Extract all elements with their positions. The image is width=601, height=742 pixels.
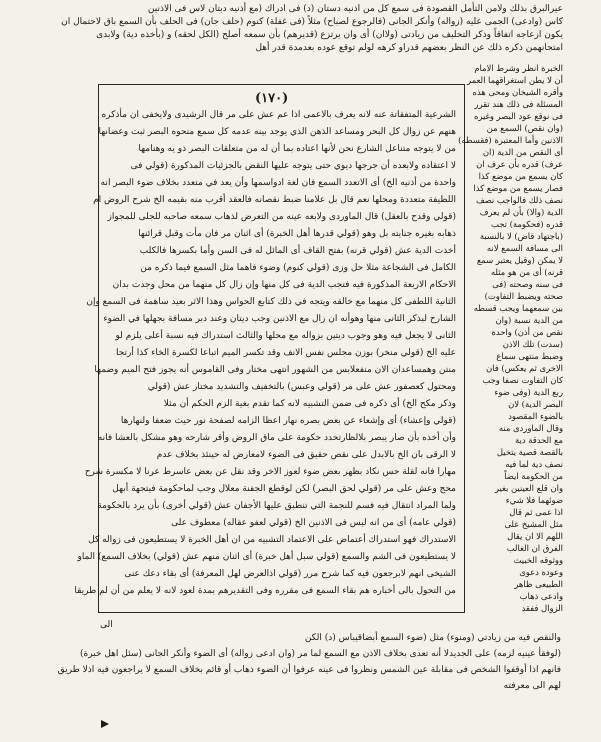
commentary-line: وأن أخذه بأن صار يبصر بلالظارتحدد حكومة على ماق الروض وأقر شارحه وهو مشكل بالعشا فانه [97, 433, 456, 443]
footer-line: والنقص فيه من زيادتي (ومنوء) مثل (ضوء السمع أبضاقيباس (د) الكن [304, 633, 561, 643]
commentary-line: الثانى لا يجعل فيه وهو وجوب ديتين بزواله مع محلها والثالث استدراك فيه نسبة أعلى يلزم لو [115, 331, 456, 341]
margin-line: من الدية نسبة (وان [495, 315, 563, 325]
footer-line: (لوفقأ عينيه لزمه) على الجديدلا أنه تعدى بخلاف الاذن مع السمع لما مر (وان ادعى زواله) أى الضوء وأنكر الجانى (سئل اهل خبرة) [80, 649, 561, 659]
margin-line: البصر الدية) لان [508, 399, 563, 409]
commentary-line: الكامل فى الشجاعة مثلا حل وزى (قولي كنوم) وضوء فاهما مثل السمع فيما ذكره من [140, 263, 456, 273]
margin-line: من الحكومة ايضاً [504, 471, 563, 481]
commentary-line: مهارا فانه لقلة حس نكاد بظهر بعض ضوء لعوز الاخر وقد نقل عن بعض عاسرط عرنا لا مكسرة شرح [84, 467, 456, 477]
commentary-line: وذكر مكح الخ) أى ذكره فى ضمن التشبيه لانه كما تقدم بغية الزم الحكم أن مثلا [163, 399, 456, 409]
margin-line: ربع الدية (وفى ضوء [494, 387, 563, 397]
header-line: امتحانهمن ذكره ذلك عن النظر بعضهم قدراو كرهه لولم توقع عوده بعدمدة قدر أهل [255, 43, 563, 53]
commentary-line: ولما المراد انتقال فيه فسم للنجمة التي تنطبق عليها الأجفان عش (قولي أخرى) بأن يرد بالحكومة [97, 501, 456, 511]
commentary-line: محج وعش على مر (قولي لحق البصر) لكن لوقطع الجفنة معلال وجب لماحكومة فيتجهة أبهل [112, 484, 456, 494]
header-line: كاس (وادعى) الجمى عليه (زواله) وأنكر الجانى (فالرجوع لصباح) مثلاً (فى غفلة) كنوم (حلف جان) فى الحلف بأن السمع باق لاحتمال ان [61, 17, 563, 27]
page-number: (١٧٠) [255, 91, 289, 106]
commentary-line: منتن وهمساعدان الان منفعلابس من الشهور انتهى مختار وفى القاموس أنه يجوز فتح الميم وضمها [94, 365, 456, 375]
commentary-line: من لا يتوجه متناعل الشارع نحن لأنها اعتاده بما أن له من متعلقات البصر ذو يه وهنامها [138, 144, 456, 154]
margin-line: ضوئهما فلا شيء [505, 495, 563, 505]
commentary-line: الشيخى انهم لابرجعون فيه كما شرح مرر (قولي اذالعرض لهل المعرفة) أى بقاء دعك عنى [124, 569, 456, 579]
margin-line: بين سمعهما ويجب قسطه [473, 303, 563, 313]
commentary-line: (قولي وإعشاء) أى وإشعاء عن بعض بصره نهار اعظا الزامه لصفحة نور حيث ضعفا ولنهارها [120, 416, 456, 426]
commentary-line: الشرعية المتفقاتة عنه لانه يعرف بالاعمى اذا عم عش على مر قال الرشيدى ولايخفى ان مأذكره [101, 110, 456, 120]
commentary-line: من التحول بالى أخباره هم بقاء السمع فى مقرره وفى التقديرهم بمدة لعود لانه لا يعلم من أن لم طريقا [74, 586, 456, 596]
margin-line: نقص من أذن) واحدة [491, 327, 563, 337]
margin-line: عرف) قدره بأن عرف ان [476, 159, 563, 169]
margin-line: أى النقص من الدية (ان [482, 147, 563, 157]
margin-line: اللهم الا ان يقال [507, 531, 563, 541]
margin-line: نصف دية لما فيه [505, 459, 563, 469]
commentary-line: الاحكام الاربعة المذكورة فيه فتجب الدية فى كل منها وإن زال كل منهما من محل وجدت بدان [112, 280, 456, 290]
margin-line: كان التفاوت نصفا وجب [482, 375, 563, 385]
commentary-line: عليه الخ (قولي منخر) بوزن مجلس نفس الانف وقد تكسر الميم اتباعا لكسرة الخاء كذا أرتجا [116, 348, 456, 358]
margin-line: فى سنه وصحته (فى [492, 279, 563, 289]
footnote-marker: الى [100, 620, 113, 630]
margin-line: نصف ذلك فالواجب نصف [475, 195, 563, 205]
margin-line: وعودة دعوى [519, 567, 563, 577]
margin-line: الاذنين وأما المعتبرة (فقسطه) [458, 135, 563, 145]
commentary-line: الثانية اللطفى كل منهما مع خالقه ويتجه في ذلك كتابع الحواس وهذا الاثر بعيد ساهمة فى السمع وإن [86, 297, 456, 307]
page-turn-arrow-icon [101, 720, 109, 728]
margin-line: الفرق ان الغالب [506, 543, 563, 553]
margin-line: الاخرى ثم يعكس) فان [486, 363, 563, 373]
commentary-line: لا يستطيعون فى الشم والسمع (قولي سبل أهل خبرة) أى اثنان منهم عش (قولي) بخلاف السمع) الماو [77, 552, 456, 562]
margin-line: الزوال ففقد [521, 603, 563, 613]
margin-line: فى نوقع عود البصر وغيره [473, 111, 563, 121]
margin-line: أن لا يطن استغراقهما العمر [467, 75, 563, 85]
commentary-line: اللطيفة متعددة ومحلها نعم قال بل علامنا ضبط نقصانه فالعقد أقرب منه بقيمه الخ شرح الروض ام [93, 195, 456, 205]
header-line: يكون ازعاجه اتفاقاً وذكر التحليف من زيادتى (ولاان) أى وان يرتزع (قديرهم) بأن سمعه أصلح (الكل لحقه) و (بأخذه دية) ولابدى [96, 30, 563, 40]
commentary-line: (قولي وقدح بالعقل) قال الماوردى ولابعه عينه من التعرض لذهاب سمعه صاحبه للجلى للمجواز [107, 212, 456, 222]
commentary-line: هنهم عن زوال كل البحر ومساعد الذهن الذي يوجد بينه عدمه كل سمع منحوه البصر ثبت وعضانها [98, 127, 456, 137]
commentary-line: ذهابه بغيره جنايته بل وهو (قولي قدرها أهل الخبرة) أى اثنان مر فان مأت وقبل قرائنها [138, 229, 456, 239]
commentary-line: لا اعتقاده ولابعده أن جرجها ديوي حتى يتوجه عليها النقض بالجزئيات المذكورة (قولي فى [130, 161, 456, 171]
margin-line: وأقره الشيخان ومحى هذه [472, 87, 563, 97]
margin-line: بالضوء المقصود [508, 411, 563, 421]
margin-line: مع الحدقة دية [515, 435, 563, 445]
margin-line: (باجتهاد قاض) لا بالنسبة [479, 231, 563, 241]
margin-line: المسئلة فى ذلك هند تقرر [474, 99, 563, 109]
margin-line: وقال الماوردى منه [498, 423, 563, 433]
margin-line: قرنه) أى من هو مثله [490, 267, 563, 277]
margin-line: اذا عمى ثم قال [509, 507, 563, 517]
margin-line: ووثوقه الخبيث [513, 555, 563, 565]
margin-line: مثل المشيخ على [504, 519, 563, 529]
margin-line: قدره (فحكومة) تجب [491, 219, 563, 229]
commentary-line: أخذت الدية عش (قولي قرنه) بفتح القاف أى المائل له فى السن وأما بكسرها فالكلب [139, 246, 456, 256]
margin-line: وان قلع العينين بغير [494, 483, 563, 493]
footer-line: لهم الى معرفته [503, 681, 561, 691]
margin-line: (سدت) تلك الاذن [502, 339, 563, 349]
margin-line: الدية (والا) بأن لم يعرف [479, 207, 563, 217]
margin-line: وادعى ذهاب [519, 591, 563, 601]
commentary-line: الشارح لبذكر الثانى منها وهوأنه ان زال مع الاذنين وجب ديتان وعند دبر مسافة بجهلها في الضوء [103, 314, 456, 324]
commentary-line: الاستدراك فهو استدراك أعتماض على الاعتماد التشبيه من ان أهل الخبرة لا يستطيعون فى زواله كل [88, 535, 456, 545]
commentary-line: واحدة من أذنيه الخ) أى الاتعدد السمع فان لغة ادواسمها وأن يعد في متعدد بخلاف ضوء البصر انه [100, 178, 456, 188]
header-line: عيرالبرق بذلك ولامن التأمل القصودة فى سمع كل من اذنيه دستان (د) فى ادراك (مع أذنيه دبتان لاس فى الاذنين [147, 4, 563, 14]
margin-line: الى مسافة السمع لانه [486, 243, 563, 253]
margin-line: (وان نقص) السمع من [486, 123, 563, 133]
commentary-line: ومحتول كعصفور عش على مر (قولي وعبس) بالتخفيف والتشديد مختار عش (قولي [147, 382, 456, 392]
margin-line: وضبط منتهى سماع [496, 351, 563, 361]
margin-line: فصار يسمع من موضع كذا [473, 183, 563, 193]
margin-line: الطبيعى ظاهر [514, 579, 563, 589]
margin-line: صحته ويضبط التفاوت) [484, 291, 563, 301]
margin-line: بالقصة قصية يتخيل [496, 447, 563, 457]
commentary-line: (قولي عامه) أى من انه ليس فى الاذنين الخ (قولي لعفو عقاله) معطوف على [171, 518, 456, 528]
margin-line: كان يسمع من موضع كذا [478, 171, 563, 181]
margin-line: الخبرة انظر وشرط الامام [474, 63, 563, 73]
footer-line: فانهم اذا أوقفوا الشخص فى مقابلة عين الشمس ونظروا فى عينه عرفوا أن الضوء ذهاب أو قائم بخلاف السمع لا يراجعون فيه اذلا طريق [57, 665, 561, 675]
margin-line: لا يمكن (وقيل يعتبر سمع [476, 255, 563, 265]
commentary-line: لا الرقى بان الخ بالابدل على نقص حقيق فى الضوء لامعارض له حينئذ بخلاف عدم [156, 450, 456, 460]
